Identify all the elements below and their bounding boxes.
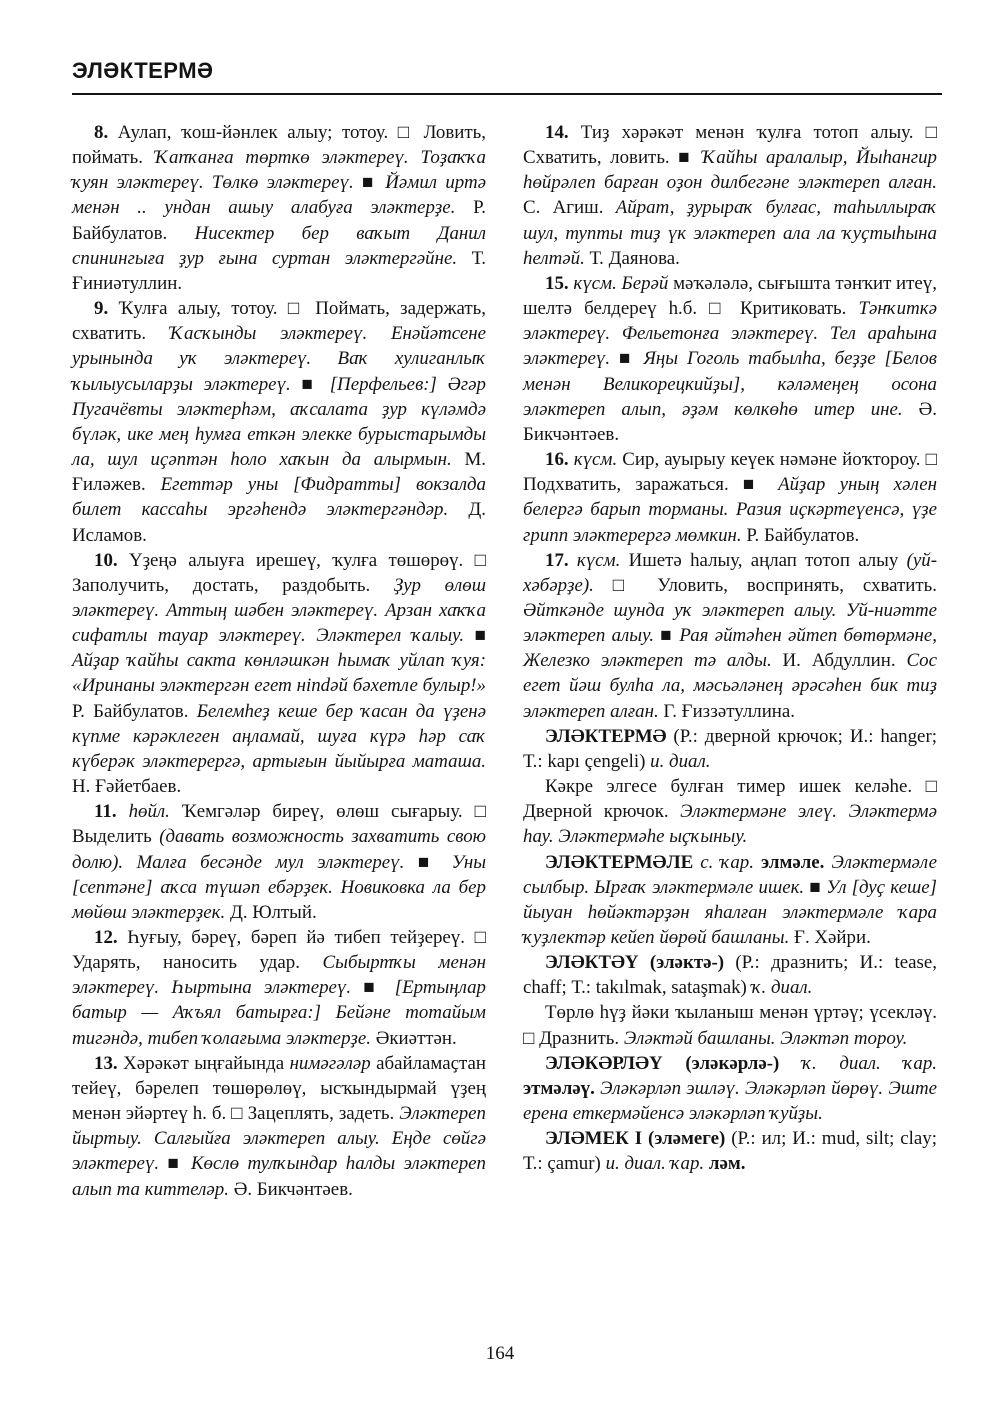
- text-run: Төрлө һүҙ йәки ҡыланыш менән үртәү; үсекләү. □ Дразнить.: [523, 1002, 937, 1049]
- text-run: 13.: [94, 1052, 118, 1074]
- sense-10: [72, 548, 486, 800]
- entry-elaktermaele: [523, 850, 937, 951]
- text-run: ЭЛӘКТЕРМӘЛЕ: [545, 851, 694, 873]
- text-run: □ Уловить, воспринять, схватить.: [593, 574, 937, 596]
- text-run: Р. Байбулатов.: [72, 700, 197, 722]
- text-run: (давать возможность захватить свою долю). Малға бесәнде мул эләктереү.: [72, 826, 486, 873]
- text-run: Рая әйтәһен әйтеп бөтөрмәне, Железко эләктереп тә алды.: [523, 625, 937, 672]
- text-run: абайламаҫтан тейеү, бәрелеп төшөрөлөү, ысҡындырмай үҙең менән эйәртеү һ. б. □ Зацеплять, задеть.: [72, 1052, 487, 1125]
- sense-9: [72, 296, 486, 548]
- right-column: [523, 120, 937, 1177]
- text-run: ■: [404, 851, 452, 873]
- text-run: Ғ. Хәйри.: [789, 927, 871, 948]
- sense-17: [523, 548, 937, 724]
- text-run: Хәрәкәт ыңғайында: [117, 1052, 290, 1074]
- text-run: Тәнҡиткә эләктереү. Фельетонға эләктереү. Тел араһына эләктереү.: [523, 298, 937, 370]
- text-run: (уй-хәбәрҙе).: [523, 549, 937, 596]
- text-run: Сос егет йәш булһа ла, мәсьәләнең әрәсәһен бик тиҙ эләктереп алған.: [523, 650, 937, 722]
- text-run: (Р.: дверной крючок; И.: hanger; Т.: kapı çengeli): [523, 725, 937, 772]
- text-run: с. ҡар.: [700, 851, 754, 873]
- text-run: Аулап, ҡош-йәнлек алыу; тотоу. □ Ловить, поймать.: [72, 122, 486, 169]
- text-run: 16.: [545, 449, 569, 471]
- sense-15: [523, 271, 937, 447]
- left-column: [72, 120, 486, 1202]
- sense-11: [72, 799, 486, 925]
- text-run: 17.: [545, 549, 569, 571]
- page-number: 164: [485, 1343, 515, 1364]
- text-run: и. диал.: [650, 750, 711, 772]
- text-run: Көсл​ө тулҡындар һалды эләктереп алып та киттеләр.: [72, 1153, 487, 1200]
- text-run: (Р.: ил; И.: mud, silt; clay; Т.: çamur): [523, 1128, 937, 1175]
- text-run: Эләктермәне элеү. Эләктермә һау. Эләктермәһе ыҫҡыныу.: [523, 801, 937, 848]
- text-run: Эләктермәле сылбыр. Ырғаҡ эләктермәле ишек.: [523, 851, 937, 898]
- text-run: ■: [159, 1153, 192, 1175]
- text-run: Ҡулға алыу, тотоу. □ Поймать, задержать, схватить.: [72, 298, 486, 345]
- text-run: Уны [септәне] аҡса түшәп ебәрҙек. Новиковка ла бер мөйөш эләктерҙек.: [72, 851, 487, 923]
- text-run: Нисектер бер ваҡыт Данил спинингыға ҙур ғына суртан эләктергәйне.: [72, 222, 486, 269]
- text-run: ЭЛӘМЕК I (элә​меге): [545, 1128, 726, 1150]
- text-run: ЭЛӘКТӘҮ (эләктә-): [545, 952, 725, 974]
- text-run: Ҙур өлөш эләктереү. Аттың шәбен эләктереү. Арзан хаҡҡа сифатлы тауар эләктереү. Эләктерел ҡалыу.: [72, 574, 486, 647]
- text-run: Эләкәрләп эшләү. Эләкәрләп йөрөү. Эште ерена еткермәйенсә эләкәрләп ҡуйҙы.: [523, 1077, 937, 1125]
- text-run: И. Абдуллин.: [771, 650, 907, 672]
- text-run: ■: [610, 348, 644, 370]
- text-run: элмәле.: [761, 851, 825, 873]
- text-run: Ҡапҡанға төрткө эләктереү. Тоҙаҡҡа ҡуян эләктереү. Төлкө эләктереү.: [72, 147, 486, 194]
- text-run: 12.: [94, 927, 118, 948]
- entry-elaktaeu-body: [523, 1000, 937, 1050]
- text-run: [Ертыңлар батыр — Аҡъял батырға:] Бейәне тотайым тигәндә, тибеп ҡолағыма эләктерҙе.: [72, 977, 487, 1049]
- text-run: Сир, ауырыу кеүек нәмәне йоҡтороу. □ Подхватить, заражаться. ■: [523, 449, 937, 496]
- text-run: Үҙеңә алыуға ирешеү, ҡулға төшөрөү. □ Заполучить, достать, раздобыть.: [72, 549, 486, 596]
- text-run: (Р.: дразнить; И.: tease, chaff; Т.: takılmak, sataşmak): [523, 952, 937, 999]
- running-head: ЭЛӘКТЕРМӘ: [72, 58, 214, 83]
- text-run: этмәләү.: [523, 1077, 595, 1099]
- entry-elaktaeu-head: [523, 950, 937, 1000]
- text-run: Яңы Гоголь табылһа, беҙҙе [Белов менән Великорецкийҙы], кәләмеңең осона эләктереп алып, әҙәм көлкөһө итер ине.: [523, 348, 938, 420]
- text-run: һөйл.: [128, 801, 170, 823]
- text-run: и. диал. ҡар.: [605, 1153, 705, 1175]
- text-run: Ә. Бикчәнтәев.: [523, 398, 938, 445]
- text-run: 9.: [94, 298, 109, 320]
- text-run: 10.: [94, 549, 118, 571]
- text-run: 8.: [94, 122, 109, 143]
- text-run: Тиҙ хәрәкәт менән ҡулға тотоп алыу. □ Схватить, ловить. ■: [523, 122, 937, 169]
- text-run: Айҙар уның хәлен белергә барып торманы. Разия иҫкәртеүенсә, үҙе грипп эләктерергә мөмкин.: [523, 474, 937, 546]
- text-run: Ҡасҡынды эләктереү. Енәйәтсене урынында уҡ эләктереү. Ваҡ хулиганлыҡ ҡылыусыларҙы эләктереү.: [72, 323, 487, 395]
- text-run: ■: [654, 625, 680, 647]
- text-run: Р. Байбулатов.: [72, 197, 487, 244]
- entry-elaktermae-head: [523, 724, 937, 774]
- sense-12: [72, 925, 486, 1051]
- text-run: нимәгәләр: [289, 1052, 371, 1074]
- text-run: С. Агиш.: [523, 197, 616, 219]
- text-run: [569, 550, 577, 571]
- text-run: ҡ. диал.: [751, 977, 813, 999]
- text-run: 15.: [545, 272, 569, 294]
- text-run: Белемһеҙ кеше бер ҡасан да үҙенә күпме кәрәклеген аңламай, шуға күрә һәр саҡ күберәк эләктерергә, артығын йыйырға маташа.: [72, 700, 487, 772]
- text-run: ■: [351, 977, 395, 999]
- text-run: [Перфельев:] Әгәр Пугачёвты эләктерһәм, аҡсалата ҙур күләмдә бүләк, ике мең һумға еткән элекке бурыстарымды ла, шул иҫәптән һоло хаҡын да алырмын.: [72, 373, 486, 471]
- text-run: М. Ғиләжев.: [72, 449, 486, 496]
- text-run: Берәй: [621, 272, 669, 294]
- text-run: Егеттәр уны [Фидратты] вокзалда билет кассаһы эргәһендә эләктергәндәр.: [72, 474, 486, 521]
- text-run: күсм.: [576, 549, 621, 571]
- text-run: Айҙар ҡайһы сакта көнләшкән һымаҡ уйлап ҡуя: «Иринаны эләктергән егет нindәй бәхетле булыр!»: [72, 650, 486, 697]
- text-run: 14.: [545, 122, 569, 143]
- sense-14: [523, 120, 937, 271]
- text-run: ■: [290, 373, 330, 395]
- text-run: Ишетә һалыу, аңлап тотоп алыу: [620, 549, 907, 571]
- text-run: Айрат, ҙурыраҡ булғас, таһыллыраҡ шул, тупты тиҙ үк эләктереп ала ла ҡуҫтыһына һелтәй.: [523, 197, 937, 269]
- text-run: Н. Ғәйетбаев.: [72, 776, 182, 798]
- text-run: Г. Ғиззәтуллина.: [658, 700, 796, 722]
- text-run: Ҡайһы аралалыр, Йыһангир һөйрәлеп барған оҙон дилбегәне эләктереп алған.: [523, 147, 937, 194]
- sense-16: [523, 447, 937, 548]
- text-run: Сыбыртҡы менән эләктереү. Һыртына эләктереү.: [72, 952, 486, 999]
- sense-13: [72, 1051, 486, 1202]
- text-run: ■: [464, 625, 486, 647]
- entry-elaekaerlaeu: [523, 1051, 937, 1126]
- text-run: 11.: [94, 801, 117, 823]
- text-run: ЭЛӘКТЕРМӘ: [545, 725, 667, 747]
- text-run: Т. Ғиниәтуллин.: [72, 247, 486, 294]
- text-run: [779, 1053, 802, 1074]
- text-run: ■: [804, 876, 827, 898]
- text-run: Ә. Бикчәнтәев.: [228, 1178, 353, 1200]
- text-run: ■: [353, 172, 386, 194]
- entry-elaemek: [523, 1126, 937, 1176]
- text-run: Ул [дуҫ кеше] йыуан һөйәктәрҙән яһалған эләктермәле ҡара ҡуҙлектәр кейеп йөрөй башланы.: [523, 876, 937, 948]
- text-run: [754, 852, 761, 873]
- text-run: күсм.: [573, 272, 617, 294]
- text-run: ләм.: [708, 1153, 746, 1175]
- sense-8: [72, 120, 486, 296]
- text-run: күсм.: [573, 449, 618, 471]
- text-run: Ҡемгәләр биреү, өлөш сығарыу. □ Выделить: [72, 801, 486, 848]
- text-run: мәҡәләлә, сығышта тәнҡит итеү, шелтә белдереү һ.б. □ Критиковать.: [523, 272, 937, 320]
- text-run: Кәкре элгесе булған тимер ишек келәһе. □ Дверной крючок.: [523, 776, 937, 823]
- text-run: Т. Даянова.: [584, 247, 680, 269]
- text-run: Д. Исламов.: [72, 499, 486, 546]
- text-run: ҡ. диал. ҡар.: [802, 1052, 937, 1074]
- header-rule: [72, 93, 942, 95]
- text-run: [117, 801, 129, 822]
- text-run: Эләктәй башланы. Эләктәп тороу.: [623, 1027, 908, 1049]
- text-run: Йәмил иртә менән .. ундан ашыу алабуға эләктерҙе.: [72, 172, 486, 219]
- text-run: Әйткәнде шунда уҡ эләктереп алыу. Уй-ниәтте эләктереп алыу.: [523, 599, 937, 647]
- text-run: Әкиәттән.: [371, 1027, 457, 1049]
- text-run: Эләктереп йыртыу. Салғыйға эләктереп алыу. Еңде сөйгә эләктереү.: [72, 1103, 486, 1175]
- text-run: Р. Байбулатов.: [741, 524, 860, 546]
- entry-elaktermae-body: [523, 774, 937, 849]
- text-run: ЭЛӘКӘРЛӘҮ (эләкәрлә-): [545, 1052, 780, 1074]
- text-run: Һуғыу, бәреү, бәреп йә тибеп тейҙереү. □ Ударять, наносить удар.: [72, 927, 486, 974]
- text-run: Д. Юлтый.: [225, 901, 317, 923]
